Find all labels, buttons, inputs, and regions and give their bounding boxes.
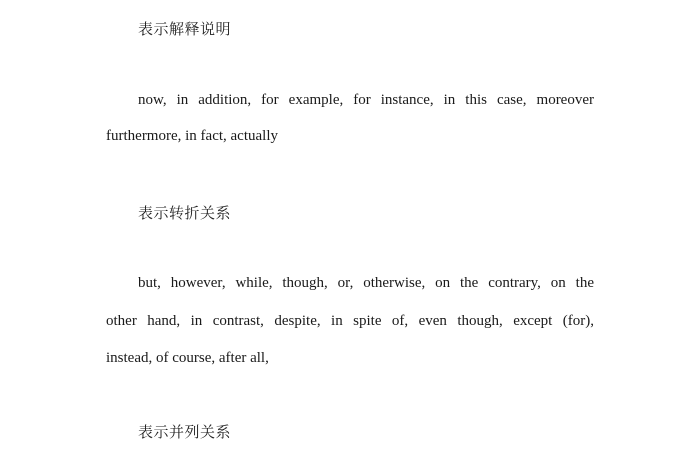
paragraph-line: but, however, while, though, or, otherwise, on the contrary, on the: [138, 275, 594, 291]
paragraph-line: now, in addition, for example, for instance, in this case, moreover: [138, 92, 594, 108]
paragraph-line: other hand, in contrast, despite, in spite of, even though, except (for),: [106, 313, 594, 329]
paragraph-line: instead, of course, after all,: [106, 350, 269, 366]
section-heading-parallel: 表示并列关系: [138, 423, 232, 441]
paragraph-line: furthermore, in fact, actually: [106, 128, 279, 144]
section-heading-contrast: 表示转折关系: [138, 204, 232, 222]
section-heading-explanation: 表示解释说明: [138, 20, 232, 38]
